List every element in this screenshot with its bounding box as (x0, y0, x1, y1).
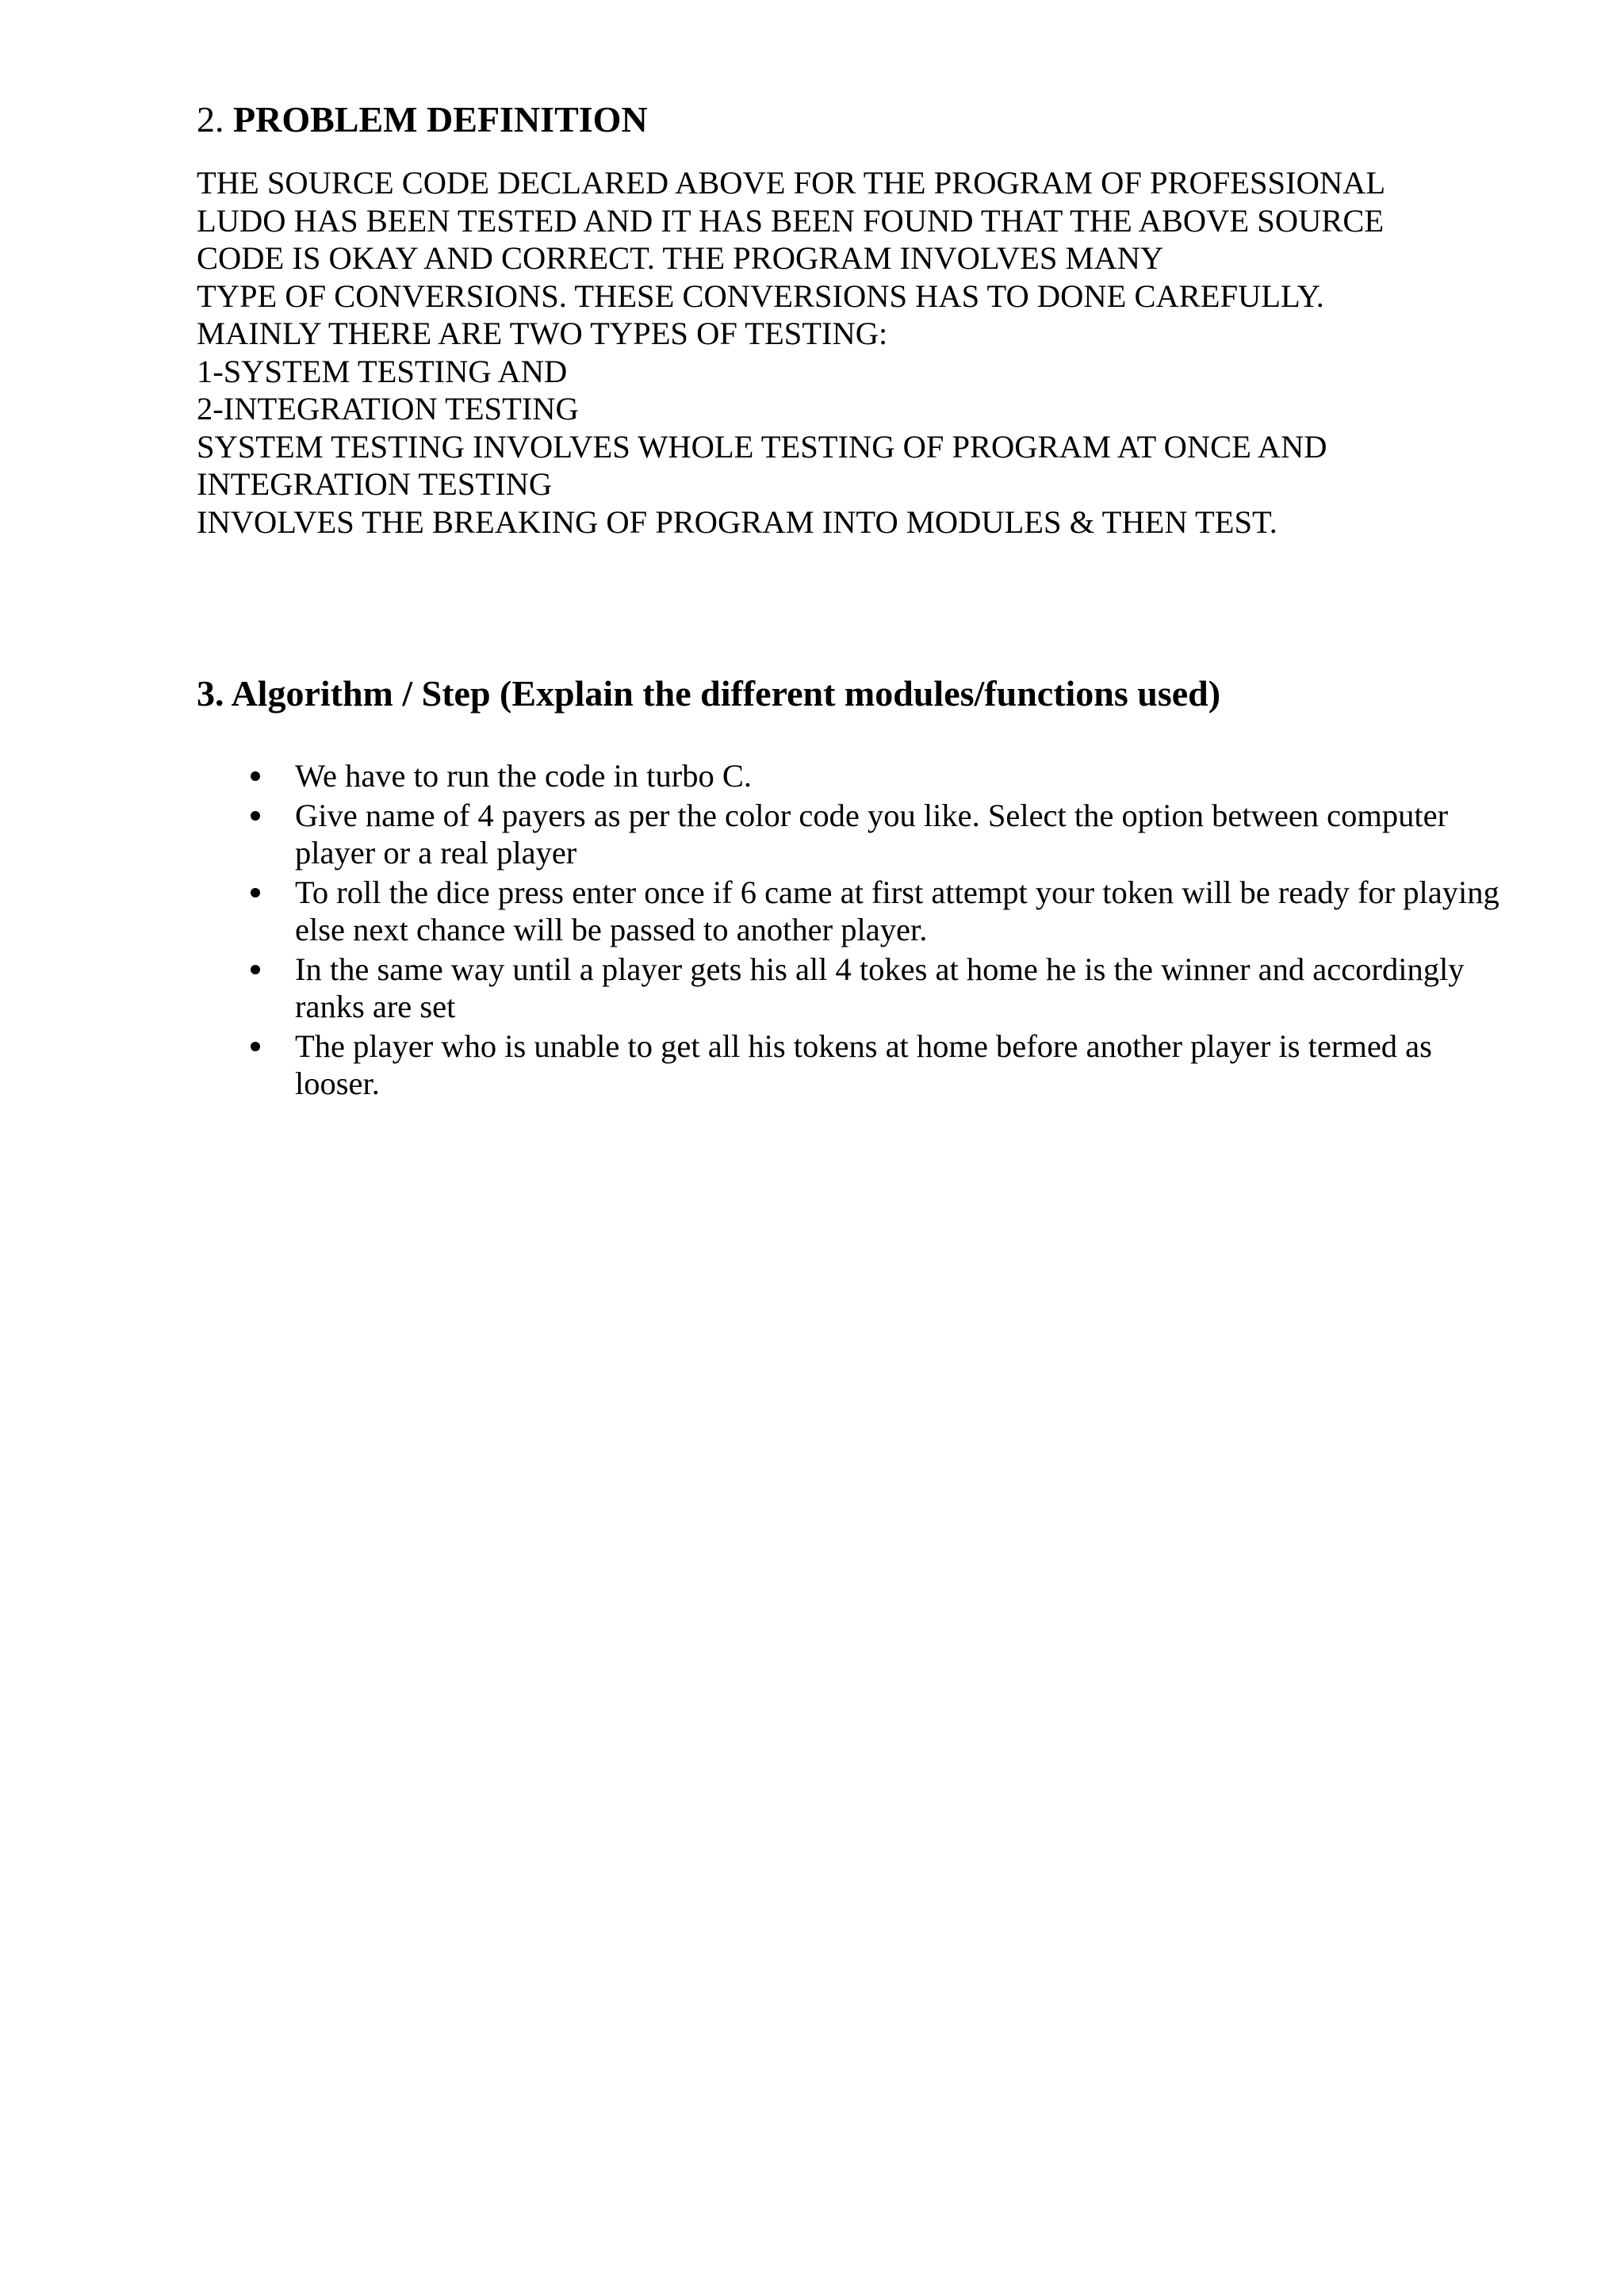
body-line: 2-INTEGRATION TESTING (197, 391, 579, 427)
section-2-heading (197, 97, 648, 143)
body-line: LUDO HAS BEEN TESTED AND IT HAS BEEN FOUND THAT THE ABOVE SOURCE (197, 202, 1385, 239)
section-2-title: PROBLEM DEFINITION (233, 99, 648, 140)
algorithm-steps-list (197, 757, 1513, 1104)
bullet-icon (251, 771, 260, 781)
list-item (197, 951, 1513, 1026)
body-line: CODE IS OKAY AND CORRECT. THE PROGRAM INVOLVES MANY (197, 240, 1164, 276)
body-line: SYSTEM TESTING INVOLVES WHOLE TESTING OF PROGRAM AT ONCE AND (197, 428, 1327, 465)
section-2-body (197, 164, 1592, 541)
list-item-text: Give name of 4 payers as per the color code you like. Select the option between computer player or a real player (295, 797, 1449, 871)
list-item-text: We have to run the code in turbo C. (295, 758, 752, 794)
section-3-heading: 3. Algorithm / Step (Explain the different modules/functions used) (197, 673, 1221, 714)
section-2-number: 2. (197, 99, 224, 140)
list-item-text: To roll the dice press enter once if 6 came at first attempt your token will be ready for playing else next chance will be passed to another player. (295, 874, 1500, 947)
list-item (197, 874, 1513, 949)
body-line: INVOLVES THE BREAKING OF PROGRAM INTO MODULES & THEN TEST. (197, 503, 1277, 540)
body-line: 1-SYSTEM TESTING AND (197, 353, 568, 389)
list-item (197, 797, 1513, 872)
list-item (197, 1027, 1513, 1103)
body-line: MAINLY THERE ARE TWO TYPES OF TESTING: (197, 316, 888, 351)
bullet-icon (251, 965, 260, 974)
list-item-text: The player who is unable to get all his tokens at home before another player is termed as looser. (295, 1027, 1432, 1101)
body-line: TYPE OF CONVERSIONS. THESE CONVERSIONS HAS TO DONE CAREFULLY. (197, 277, 1324, 314)
bullet-icon (251, 811, 260, 821)
list-item-text: In the same way until a player gets his all 4 tokes at home he is the winner and accordingly ranks are set (295, 951, 1465, 1024)
bullet-icon (251, 888, 260, 897)
body-line: THE SOURCE CODE DECLARED ABOVE FOR THE PROGRAM OF PROFESSIONAL (197, 165, 1386, 201)
list-item (197, 757, 1513, 795)
bullet-icon (251, 1042, 260, 1051)
body-line: INTEGRATION TESTING (197, 466, 553, 502)
